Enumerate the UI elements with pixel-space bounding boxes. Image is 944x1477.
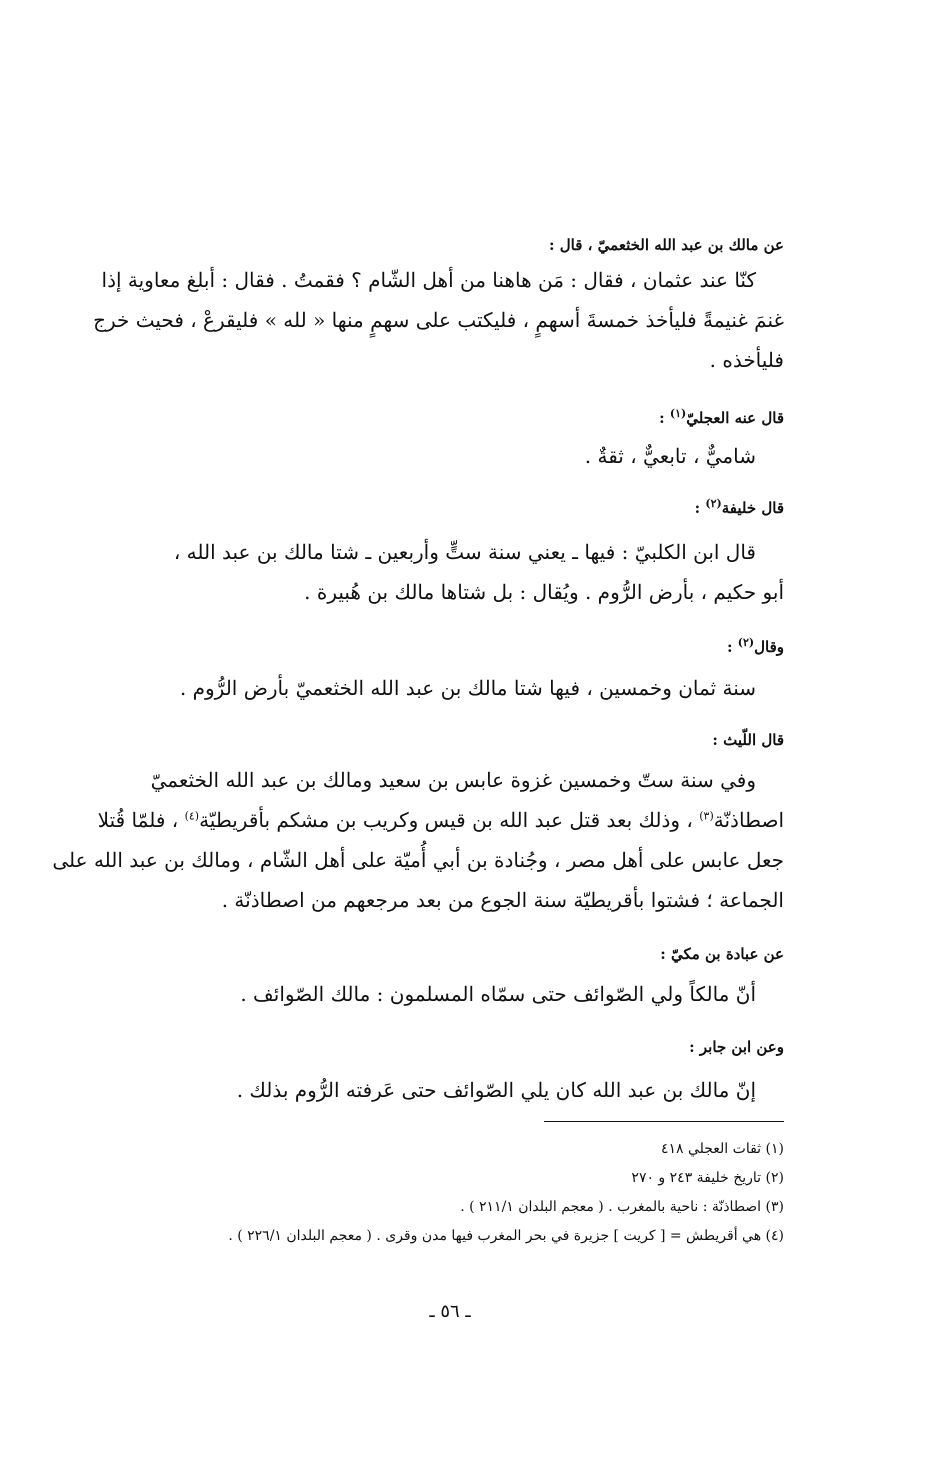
heading-text: قال عنه العجليّ	[686, 409, 784, 427]
section-heading-waqal	[144, 636, 784, 658]
footnote-ref: (٢)	[737, 636, 755, 649]
footnote-ref: (٢)	[705, 497, 722, 510]
footnote-ref: (٤)	[184, 809, 200, 823]
text-segment: وفي سنة ستّ وخمسين غزوة عابس بن سعيد ومالك بن عبد الله الخثعميّ	[150, 768, 756, 792]
heading-text: وعن ابن جابر :	[689, 1038, 784, 1056]
section-heading-ubada	[144, 943, 784, 965]
footnote-4: (٤) هي أقريطش = [ كريت ] جزيرة في بحر المغرب فيها مدن وقرى . ( معجم البلدان ٢٢٦/١ ) .	[228, 1228, 784, 1244]
text-line	[144, 760, 784, 800]
narration-jabir	[144, 1070, 784, 1110]
narration-year-58	[144, 668, 784, 708]
text-segment: جعل عابس على أهل مصر ، وجُنادة بن أبي أُميّة على أهل الشّام ، ومالك بن عبد الله على	[52, 848, 784, 872]
page-number: ـ ٥٦ ـ	[429, 1301, 471, 1322]
footnote-ref: (١)	[669, 407, 687, 420]
text-segment: الجماعة ؛ فشتوا بأقريطيّة سنة الجوع من بعد مرجعهم من اصطاذنّة .	[221, 888, 784, 912]
footnotes	[144, 1135, 784, 1251]
text-line: فليأخذه .	[709, 348, 784, 372]
heading-tail: :	[726, 638, 738, 656]
text-line: إنّ مالك بن عبد الله كان يلي الصّوائف حتى عَرفته الرُّوم بذلك .	[236, 1078, 756, 1102]
text-segment: ، فلمّا قُتلا	[97, 808, 185, 832]
heading-text: قال اللّيث :	[712, 731, 784, 749]
footnote-2: (٢) تاريخ خليفة ٢٤٣ و ٢٧٠	[631, 1170, 784, 1186]
section-heading-khalifa	[144, 497, 784, 519]
text-line: أنّ مالكاً ولي الصّوائف حتى سمّاه المسلمون : مالك الصّوائف .	[240, 982, 756, 1006]
text-line: قال ابن الكلبيّ : فيها ـ يعني سنة ستٍّ وأربعين ـ شتا مالك بن عبد الله ،	[173, 540, 756, 564]
footnote-divider	[544, 1121, 784, 1122]
text-line	[97, 800, 784, 840]
heading-tail: :	[694, 499, 706, 517]
section-heading-layth	[144, 729, 784, 751]
heading-text: قال خليفة	[721, 499, 784, 517]
narration-ijli	[144, 436, 784, 476]
heading-text: عن مالك بن عبد الله الخثعميّ ، قال :	[548, 236, 784, 254]
text-line: سنة ثمان وخمسين ، فيها شتا مالك بن عبد الله الخثعميّ بأرض الرُّوم .	[179, 676, 756, 700]
narration-ubada	[144, 974, 784, 1014]
heading-tail: :	[659, 409, 670, 427]
text-line	[52, 840, 784, 880]
footnote-1: (١) ثقات العجلي ٤١٨	[660, 1141, 784, 1157]
text-line: أبو حكيم ، بأرض الرُّوم . ويُقال : بل شتاها مالك بن هُبيرة .	[304, 580, 784, 604]
text-segment: اصطاذنّة	[713, 808, 784, 832]
heading-text: وقال	[754, 638, 784, 656]
section-heading-malik	[144, 234, 784, 256]
heading-text: عن عبادة بن مكيّ :	[660, 945, 784, 963]
footnote-3: (٣) اصطاذنّة : ناحية بالمغرب . ( معجم البلدان ٢١١/١ ) .	[460, 1199, 784, 1215]
text-line: كنّا عند عثمان ، فقال : مَن هاهنا من أهل الشّام ؟ فقمتُ . فقال : أبلغ معاوية إذا	[101, 268, 756, 292]
narration-othman	[93, 260, 784, 380]
footnote-ref: (٣)	[699, 809, 714, 823]
text-segment: ، وذلك بعد قتل عبد الله بن قيس وكريب بن مشكم بأقريطيّة	[199, 808, 700, 832]
section-heading-jabir	[144, 1036, 784, 1058]
section-heading-ijli	[144, 407, 784, 429]
text-line: غنمَ غنيمةً فليأخذ خمسةَ أسهمٍ ، فليكتب على سهمٍ منها « لله » فليقرعْ ، فحيث خرج	[93, 308, 784, 332]
text-line	[144, 880, 784, 920]
narration-kalbi	[144, 532, 784, 612]
narration-layth	[52, 760, 784, 920]
text-line: شاميٌّ ، تابعيٌّ ، ثقةٌ .	[584, 444, 756, 468]
